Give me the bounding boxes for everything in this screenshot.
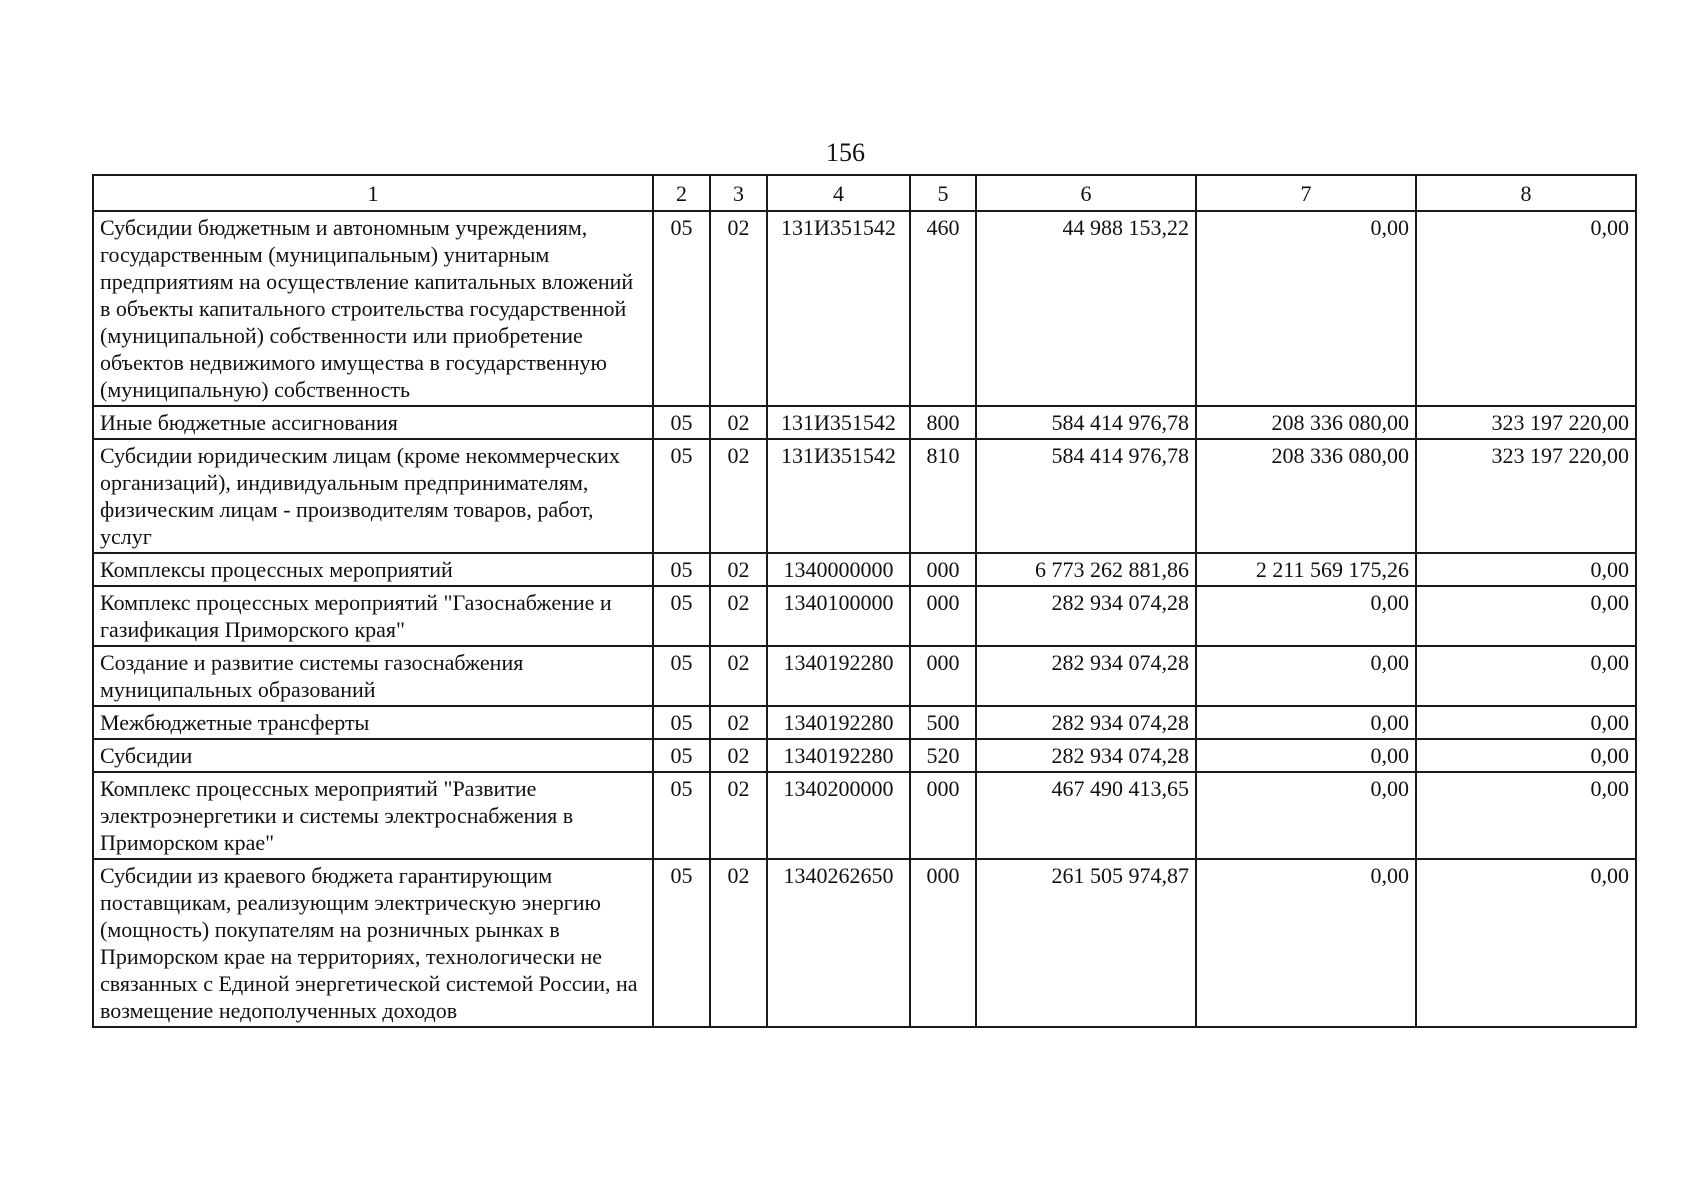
- row-sum-col8: 0,00: [1416, 739, 1636, 772]
- row-subsection: 02: [710, 646, 767, 706]
- column-header: 6: [976, 175, 1196, 211]
- row-section: 05: [653, 586, 710, 646]
- row-subsection: 02: [710, 553, 767, 586]
- row-sum-col6: 584 414 976,78: [976, 406, 1196, 439]
- row-target-code: 1340192280: [767, 646, 910, 706]
- row-target-code: 1340000000: [767, 553, 910, 586]
- header-row: [93, 175, 1636, 211]
- row-sum-col6: 44 988 153,22: [976, 211, 1196, 406]
- row-section: 05: [653, 739, 710, 772]
- row-name: Субсидии: [93, 739, 653, 772]
- page-number: 156: [826, 138, 865, 167]
- row-sum-col7: 0,00: [1196, 706, 1416, 739]
- row-target-code: 1340200000: [767, 772, 910, 859]
- row-sum-col7: 0,00: [1196, 739, 1416, 772]
- row-target-code: 131И351542: [767, 406, 910, 439]
- row-section: 05: [653, 439, 710, 553]
- row-name: Комплекс процессных мероприятий "Развитие электроэнергетики и системы электроснабжения в Приморском крае": [93, 772, 653, 859]
- table-row: [93, 439, 1636, 553]
- row-subsection: 02: [710, 586, 767, 646]
- row-expense-type: 500: [910, 706, 976, 739]
- row-sum-col6: 282 934 074,28: [976, 646, 1196, 706]
- row-expense-type: 000: [910, 553, 976, 586]
- column-header: 1: [93, 175, 653, 211]
- table-row: [93, 553, 1636, 586]
- table-row: [93, 646, 1636, 706]
- column-header: 7: [1196, 175, 1416, 211]
- row-sum-col8: 323 197 220,00: [1416, 406, 1636, 439]
- row-section: 05: [653, 706, 710, 739]
- table-row: [93, 859, 1636, 1027]
- row-subsection: 02: [710, 706, 767, 739]
- row-sum-col7: 0,00: [1196, 646, 1416, 706]
- row-sum-col7: 0,00: [1196, 859, 1416, 1027]
- row-expense-type: 000: [910, 646, 976, 706]
- row-sum-col7: 0,00: [1196, 211, 1416, 406]
- budget-table: [92, 174, 1637, 1028]
- row-expense-type: 000: [910, 772, 976, 859]
- row-sum-col6: 282 934 074,28: [976, 586, 1196, 646]
- row-name: Субсидии из краевого бюджета гарантирующим поставщикам, реализующим электрическую энергию (мощность) покупателям на розничных рынках в Приморском крае на территориях, технологически не связанных с Единой энергетической системой России, на возмещение недополученных доходов: [93, 859, 653, 1027]
- row-sum-col6: 282 934 074,28: [976, 739, 1196, 772]
- table-row: [93, 706, 1636, 739]
- row-sum-col6: 584 414 976,78: [976, 439, 1196, 553]
- row-section: 05: [653, 772, 710, 859]
- row-sum-col7: 2 211 569 175,26: [1196, 553, 1416, 586]
- row-expense-type: 810: [910, 439, 976, 553]
- column-header: 3: [710, 175, 767, 211]
- row-subsection: 02: [710, 859, 767, 1027]
- table-body: [93, 211, 1636, 1027]
- row-name: Комплексы процессных мероприятий: [93, 553, 653, 586]
- row-target-code: 1340192280: [767, 706, 910, 739]
- row-sum-col8: 323 197 220,00: [1416, 439, 1636, 553]
- row-sum-col7: 0,00: [1196, 586, 1416, 646]
- table-row: [93, 739, 1636, 772]
- row-expense-type: 800: [910, 406, 976, 439]
- row-sum-col7: 208 336 080,00: [1196, 439, 1416, 553]
- row-name: Субсидии юридическим лицам (кроме некоммерческих организаций), индивидуальным предпринимателям, физическим лицам - производителям товаров, работ, услуг: [93, 439, 653, 553]
- row-expense-type: 000: [910, 586, 976, 646]
- table-row: [93, 586, 1636, 646]
- row-section: 05: [653, 553, 710, 586]
- row-name: Субсидии бюджетным и автономным учреждениям, государственным (муниципальным) унитарным предприятиям на осуществление капитальных вложений в объекты капитального строительства государственной (муниципальной) собственности или приобретение объектов недвижимого имущества в государственную (муниципальную) собственность: [93, 211, 653, 406]
- row-sum-col8: 0,00: [1416, 706, 1636, 739]
- column-header: 4: [767, 175, 910, 211]
- row-sum-col8: 0,00: [1416, 553, 1636, 586]
- row-expense-type: 520: [910, 739, 976, 772]
- row-target-code: 1340100000: [767, 586, 910, 646]
- row-sum-col6: 282 934 074,28: [976, 706, 1196, 739]
- table-row: [93, 211, 1636, 406]
- row-expense-type: 460: [910, 211, 976, 406]
- row-sum-col6: 6 773 262 881,86: [976, 553, 1196, 586]
- row-sum-col6: 467 490 413,65: [976, 772, 1196, 859]
- row-name: Создание и развитие системы газоснабжения муниципальных образований: [93, 646, 653, 706]
- row-subsection: 02: [710, 439, 767, 553]
- row-sum-col8: 0,00: [1416, 859, 1636, 1027]
- row-target-code: 131И351542: [767, 439, 910, 553]
- row-sum-col7: 0,00: [1196, 772, 1416, 859]
- row-name: Иные бюджетные ассигнования: [93, 406, 653, 439]
- row-sum-col8: 0,00: [1416, 211, 1636, 406]
- column-header: 2: [653, 175, 710, 211]
- row-subsection: 02: [710, 406, 767, 439]
- row-name: Комплекс процессных мероприятий "Газоснабжение и газификация Приморского края": [93, 586, 653, 646]
- row-target-code: 1340192280: [767, 739, 910, 772]
- row-target-code: 1340262650: [767, 859, 910, 1027]
- row-sum-col7: 208 336 080,00: [1196, 406, 1416, 439]
- row-subsection: 02: [710, 772, 767, 859]
- column-header: 5: [910, 175, 976, 211]
- row-sum-col6: 261 505 974,87: [976, 859, 1196, 1027]
- row-target-code: 131И351542: [767, 211, 910, 406]
- row-subsection: 02: [710, 211, 767, 406]
- row-section: 05: [653, 859, 710, 1027]
- row-sum-col8: 0,00: [1416, 772, 1636, 859]
- row-section: 05: [653, 211, 710, 406]
- table-row: [93, 772, 1636, 859]
- row-expense-type: 000: [910, 859, 976, 1027]
- table-row: [93, 406, 1636, 439]
- row-sum-col8: 0,00: [1416, 586, 1636, 646]
- row-name: Межбюджетные трансферты: [93, 706, 653, 739]
- row-subsection: 02: [710, 739, 767, 772]
- row-section: 05: [653, 646, 710, 706]
- column-header: 8: [1416, 175, 1636, 211]
- row-section: 05: [653, 406, 710, 439]
- row-sum-col8: 0,00: [1416, 646, 1636, 706]
